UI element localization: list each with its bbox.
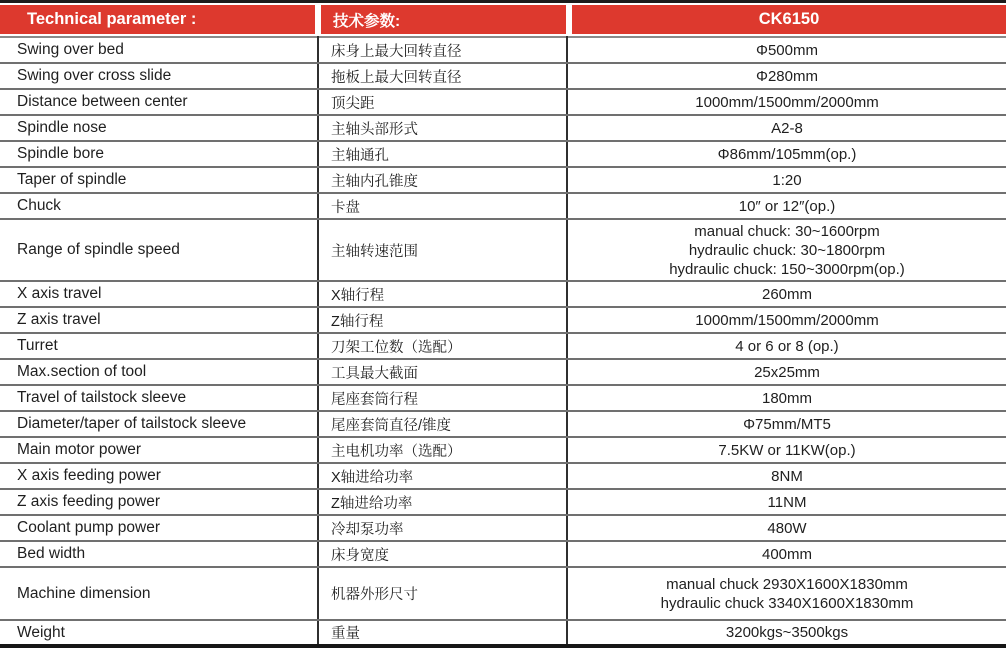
param-value-cell bbox=[567, 411, 1006, 437]
table-row bbox=[0, 385, 1006, 411]
param-value-cell bbox=[567, 515, 1006, 541]
table-row bbox=[0, 541, 1006, 567]
table-row bbox=[0, 193, 1006, 219]
param-value-cell bbox=[567, 359, 1006, 385]
param-name-zh: 主轴转速范围 bbox=[318, 219, 567, 281]
param-name-zh: 主轴通孔 bbox=[318, 141, 567, 167]
param-value-cell bbox=[567, 115, 1006, 141]
param-name-zh: 主轴头部形式 bbox=[318, 115, 567, 141]
param-value-line: 8NM bbox=[771, 467, 803, 485]
param-name-zh: 冷却泵功率 bbox=[318, 515, 567, 541]
param-value-line: Φ86mm/105mm(op.) bbox=[717, 145, 857, 163]
param-name-en: Z axis travel bbox=[0, 307, 318, 333]
table-row bbox=[0, 463, 1006, 489]
table-row bbox=[0, 37, 1006, 63]
param-value-cell bbox=[567, 37, 1006, 63]
param-name-zh: 主电机功率（选配） bbox=[318, 437, 567, 463]
param-value-line: 1:20 bbox=[772, 171, 802, 189]
param-name-en: Diameter/taper of tailstock sleeve bbox=[0, 411, 318, 437]
param-value-cell bbox=[567, 219, 1006, 281]
param-name-en: Weight bbox=[0, 620, 318, 646]
param-value-line: 480W bbox=[767, 519, 807, 537]
param-name-zh: 顶尖距 bbox=[318, 89, 567, 115]
param-value-line: 3200kgs~3500kgs bbox=[725, 624, 849, 641]
param-name-zh: Z轴行程 bbox=[318, 307, 567, 333]
param-value-line: hydraulic chuck: 150~3000rpm(op.) bbox=[669, 260, 905, 278]
param-name-zh: 工具最大截面 bbox=[318, 359, 567, 385]
param-name-zh: 床身上最大回转直径 bbox=[318, 37, 567, 63]
param-name-en: Turret bbox=[0, 333, 318, 359]
param-value-line: manual chuck: 30~1600rpm bbox=[694, 222, 880, 240]
param-value-cell bbox=[567, 89, 1006, 115]
param-value-line: 180mm bbox=[761, 389, 813, 407]
param-value-line: 4 or 6 or 8 (op.) bbox=[735, 337, 839, 355]
param-name-zh: 床身宽度 bbox=[318, 541, 567, 567]
header-model-ck6150: CK6150 bbox=[572, 5, 1006, 34]
param-value-cell bbox=[567, 307, 1006, 333]
param-value-cell bbox=[567, 385, 1006, 411]
param-name-en: Taper of spindle bbox=[0, 167, 318, 193]
param-name-zh: Z轴进给功率 bbox=[318, 489, 567, 515]
header-technical-parameter-zh: 技术参数: bbox=[321, 5, 566, 34]
table-row bbox=[0, 115, 1006, 141]
param-value-line: 10″ or 12″(op.) bbox=[738, 197, 836, 215]
param-name-zh: X轴进给功率 bbox=[318, 463, 567, 489]
param-name-en: Range of spindle speed bbox=[0, 219, 318, 281]
param-value-line: manual chuck 2930X1600X1830mm bbox=[666, 575, 908, 593]
param-value-line: hydraulic chuck 3340X1600X1830mm bbox=[660, 594, 914, 612]
table-row bbox=[0, 89, 1006, 115]
param-value-cell bbox=[567, 489, 1006, 515]
param-value-cell bbox=[567, 463, 1006, 489]
table-row bbox=[0, 515, 1006, 541]
param-value-line: hydraulic chuck: 30~1800rpm bbox=[688, 241, 886, 259]
table-row bbox=[0, 281, 1006, 307]
table-row bbox=[0, 307, 1006, 333]
param-name-en: Main motor power bbox=[0, 437, 318, 463]
param-value-line: A2-8 bbox=[771, 119, 803, 137]
param-value-line: Φ280mm bbox=[756, 67, 818, 85]
technical-parameter-table bbox=[0, 36, 1006, 648]
param-name-zh: 尾座套筒行程 bbox=[318, 385, 567, 411]
table-row bbox=[0, 620, 1006, 646]
spec-table-body bbox=[0, 37, 1006, 646]
param-value-cell bbox=[567, 333, 1006, 359]
param-value-cell bbox=[567, 167, 1006, 193]
param-name-en: Spindle bore bbox=[0, 141, 318, 167]
param-value-line: 260mm bbox=[761, 285, 813, 303]
param-name-en: Distance between center bbox=[0, 89, 318, 115]
param-name-zh: 刀架工位数（选配） bbox=[318, 333, 567, 359]
param-name-en: Spindle nose bbox=[0, 115, 318, 141]
param-name-zh: 重量 bbox=[318, 620, 567, 646]
param-value-cell bbox=[567, 281, 1006, 307]
param-value-cell bbox=[567, 620, 1006, 646]
table-row bbox=[0, 411, 1006, 437]
param-value-cell bbox=[567, 567, 1006, 620]
param-name-en: Travel of tailstock sleeve bbox=[0, 385, 318, 411]
param-name-en: Machine dimension bbox=[0, 567, 318, 620]
param-value-cell bbox=[567, 193, 1006, 219]
param-name-zh: 拖板上最大回转直径 bbox=[318, 63, 567, 89]
param-name-en: Chuck bbox=[0, 193, 318, 219]
table-row bbox=[0, 489, 1006, 515]
param-value-line: Φ75mm/MT5 bbox=[743, 415, 831, 433]
param-name-zh: 卡盘 bbox=[318, 193, 567, 219]
param-value-cell bbox=[567, 541, 1006, 567]
param-name-en: Z axis feeding power bbox=[0, 489, 318, 515]
param-value-cell bbox=[567, 141, 1006, 167]
param-name-zh: X轴行程 bbox=[318, 281, 567, 307]
table-header bbox=[0, 5, 1006, 34]
param-value-line: 11NM bbox=[767, 493, 807, 511]
param-name-en: Swing over cross slide bbox=[0, 63, 318, 89]
table-row bbox=[0, 359, 1006, 385]
param-value-line: 1000mm/1500mm/2000mm bbox=[695, 311, 879, 329]
table-row bbox=[0, 333, 1006, 359]
param-value-cell bbox=[567, 437, 1006, 463]
header-technical-parameter: Technical parameter : bbox=[0, 5, 315, 34]
param-name-en: X axis feeding power bbox=[0, 463, 318, 489]
param-name-zh: 尾座套筒直径/锥度 bbox=[318, 411, 567, 437]
param-name-en: Coolant pump power bbox=[0, 515, 318, 541]
table-row bbox=[0, 437, 1006, 463]
table-row bbox=[0, 141, 1006, 167]
table-row bbox=[0, 167, 1006, 193]
table-row bbox=[0, 63, 1006, 89]
param-value-line: 1000mm/1500mm/2000mm bbox=[695, 93, 879, 111]
top-rule bbox=[0, 0, 1006, 3]
param-name-en: X axis travel bbox=[0, 281, 318, 307]
param-name-en: Max.section of tool bbox=[0, 359, 318, 385]
param-value-line: Φ500mm bbox=[756, 41, 818, 59]
table-row bbox=[0, 219, 1006, 281]
param-value-cell bbox=[567, 63, 1006, 89]
param-name-zh: 机器外形尺寸 bbox=[318, 567, 567, 620]
table-row bbox=[0, 567, 1006, 620]
param-name-zh: 主轴内孔锥度 bbox=[318, 167, 567, 193]
param-value-line: 25x25mm bbox=[754, 363, 820, 381]
param-name-en: Bed width bbox=[0, 541, 318, 567]
param-value-line: 400mm bbox=[761, 545, 813, 563]
param-value-line: 7.5KW or 11KW(op.) bbox=[718, 441, 856, 459]
param-name-en: Swing over bed bbox=[0, 37, 318, 63]
